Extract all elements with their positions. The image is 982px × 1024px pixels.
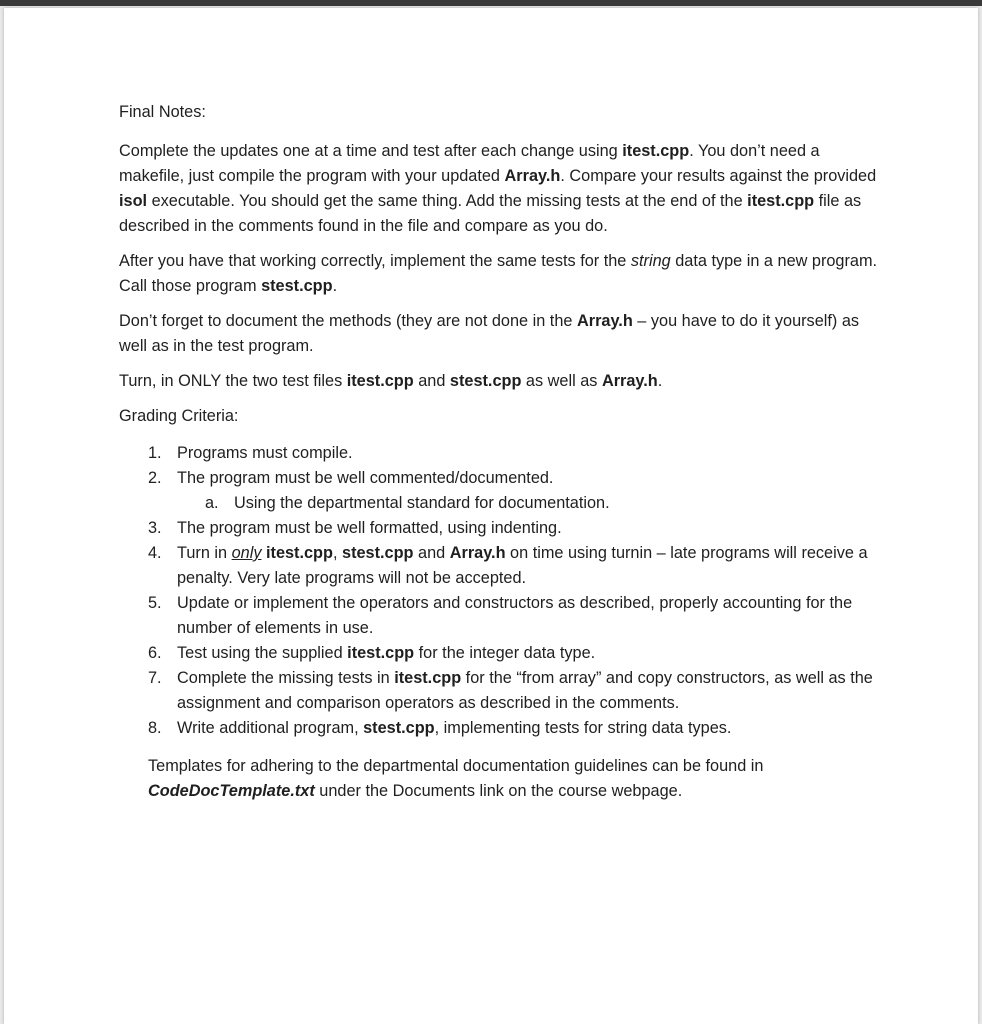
emphasis-only: only — [231, 544, 262, 562]
text-run: Turn in — [177, 544, 232, 562]
text-run: as well as — [521, 372, 602, 390]
text-run: for the “from array” and copy constructors, as well as the assignment and comparison operators as described in the comments. — [177, 669, 873, 712]
text-run: . You don’t need a makefile, just compile the program with your updated — [119, 142, 820, 185]
list-number: 2. — [148, 469, 162, 487]
list-number: 7. — [148, 669, 162, 687]
viewer-toolbar-edge — [0, 0, 982, 6]
filename-itest: itest.cpp — [622, 142, 690, 160]
list-number: 6. — [148, 644, 162, 662]
text-run: . — [332, 277, 338, 295]
text-run: data type in a new program. Call those program — [119, 252, 878, 295]
list-item — [148, 666, 889, 716]
text-run: file as described in the comments found in the file and compare as you do. — [119, 192, 862, 235]
text-run: . Compare your results against the provided — [560, 167, 877, 185]
list-item — [148, 466, 889, 516]
filename-itest: itest.cpp — [747, 192, 815, 210]
section-heading: Final Notes: — [119, 103, 206, 121]
document-page[interactable] — [4, 8, 978, 1024]
paragraph-updates — [119, 139, 889, 239]
text-run: After you have that working correctly, implement the same tests for the — [119, 252, 631, 270]
text-run: Templates for adhering to the departmental documentation guidelines can be found in — [148, 757, 764, 775]
grading-criteria-label: Grading Criteria: — [119, 407, 239, 425]
filename-codedoc-template: CodeDocTemplate.txt — [148, 782, 315, 800]
paragraph-turn-in — [119, 369, 889, 394]
list-item — [148, 541, 889, 591]
list-item-text: Using the departmental standard for documentation. — [234, 494, 610, 512]
sub-list-item — [205, 491, 889, 516]
filename-stest: stest.cpp — [449, 372, 522, 390]
list-number: 5. — [148, 594, 162, 612]
text-run: Write additional program, — [177, 719, 364, 737]
paragraph-templates — [119, 754, 889, 804]
text-run: under the Documents link on the course webpage. — [314, 782, 683, 800]
grading-criteria-list — [119, 441, 889, 741]
list-item — [148, 641, 889, 666]
filename-array-h: Array.h — [504, 167, 561, 185]
text-run: Complete the missing tests in — [177, 669, 395, 687]
filename-array-h: Array.h — [576, 312, 633, 330]
page-content — [119, 100, 889, 804]
filename-stest: stest.cpp — [342, 544, 414, 562]
filename-isol: isol — [119, 192, 148, 210]
filename-array-h: Array.h — [601, 372, 658, 390]
text-run: executable. You should get the same thing. Add the missing tests at the end of the — [147, 192, 748, 210]
list-item — [148, 716, 889, 741]
list-item — [148, 516, 889, 541]
list-item-text: Programs must compile. — [177, 444, 353, 462]
sub-list — [177, 491, 889, 516]
text-run: for the integer data type. — [414, 644, 596, 662]
list-number: 3. — [148, 519, 162, 537]
text-run: Complete the updates one at a time and test after each change using — [119, 142, 623, 160]
list-item-text: Update or implement the operators and constructors as described, properly accounting for the number of elements in use. — [177, 594, 853, 637]
text-run: , implementing tests for string data types. — [434, 719, 732, 737]
list-item-text: The program must be well formatted, using indenting. — [177, 519, 562, 537]
filename-itest: itest.cpp — [266, 544, 333, 562]
list-number: 8. — [148, 719, 162, 737]
filename-stest: stest.cpp — [363, 719, 435, 737]
text-run: and — [413, 544, 450, 562]
list-item — [148, 591, 889, 641]
text-run: , — [332, 544, 343, 562]
text-run: . — [657, 372, 663, 390]
filename-stest: stest.cpp — [261, 277, 333, 295]
text-run: Test using the supplied — [177, 644, 348, 662]
paragraph-string-tests — [119, 249, 889, 299]
list-letter: a. — [205, 494, 219, 512]
list-number: 4. — [148, 544, 162, 562]
text-run: on time using turnin – late programs will receive a penalty. Very late programs will not be accepted. — [177, 544, 868, 587]
text-run: – you have to do it yourself) as well as in the test program. — [119, 312, 860, 355]
list-item-text: The program must be well commented/documented. — [177, 469, 554, 487]
list-number: 1. — [148, 444, 162, 462]
text-run: Don’t forget to document the methods (they are not done in the — [119, 312, 577, 330]
list-item — [148, 441, 889, 466]
text-run: and — [413, 372, 450, 390]
filename-itest: itest.cpp — [346, 372, 414, 390]
filename-array-h: Array.h — [449, 544, 506, 562]
filename-itest: itest.cpp — [347, 644, 415, 662]
paragraph-documentation — [119, 309, 889, 359]
text-run: Turn, in ONLY the two test files — [119, 372, 347, 390]
filename-itest: itest.cpp — [394, 669, 462, 687]
emphasis-string: string — [630, 252, 671, 270]
